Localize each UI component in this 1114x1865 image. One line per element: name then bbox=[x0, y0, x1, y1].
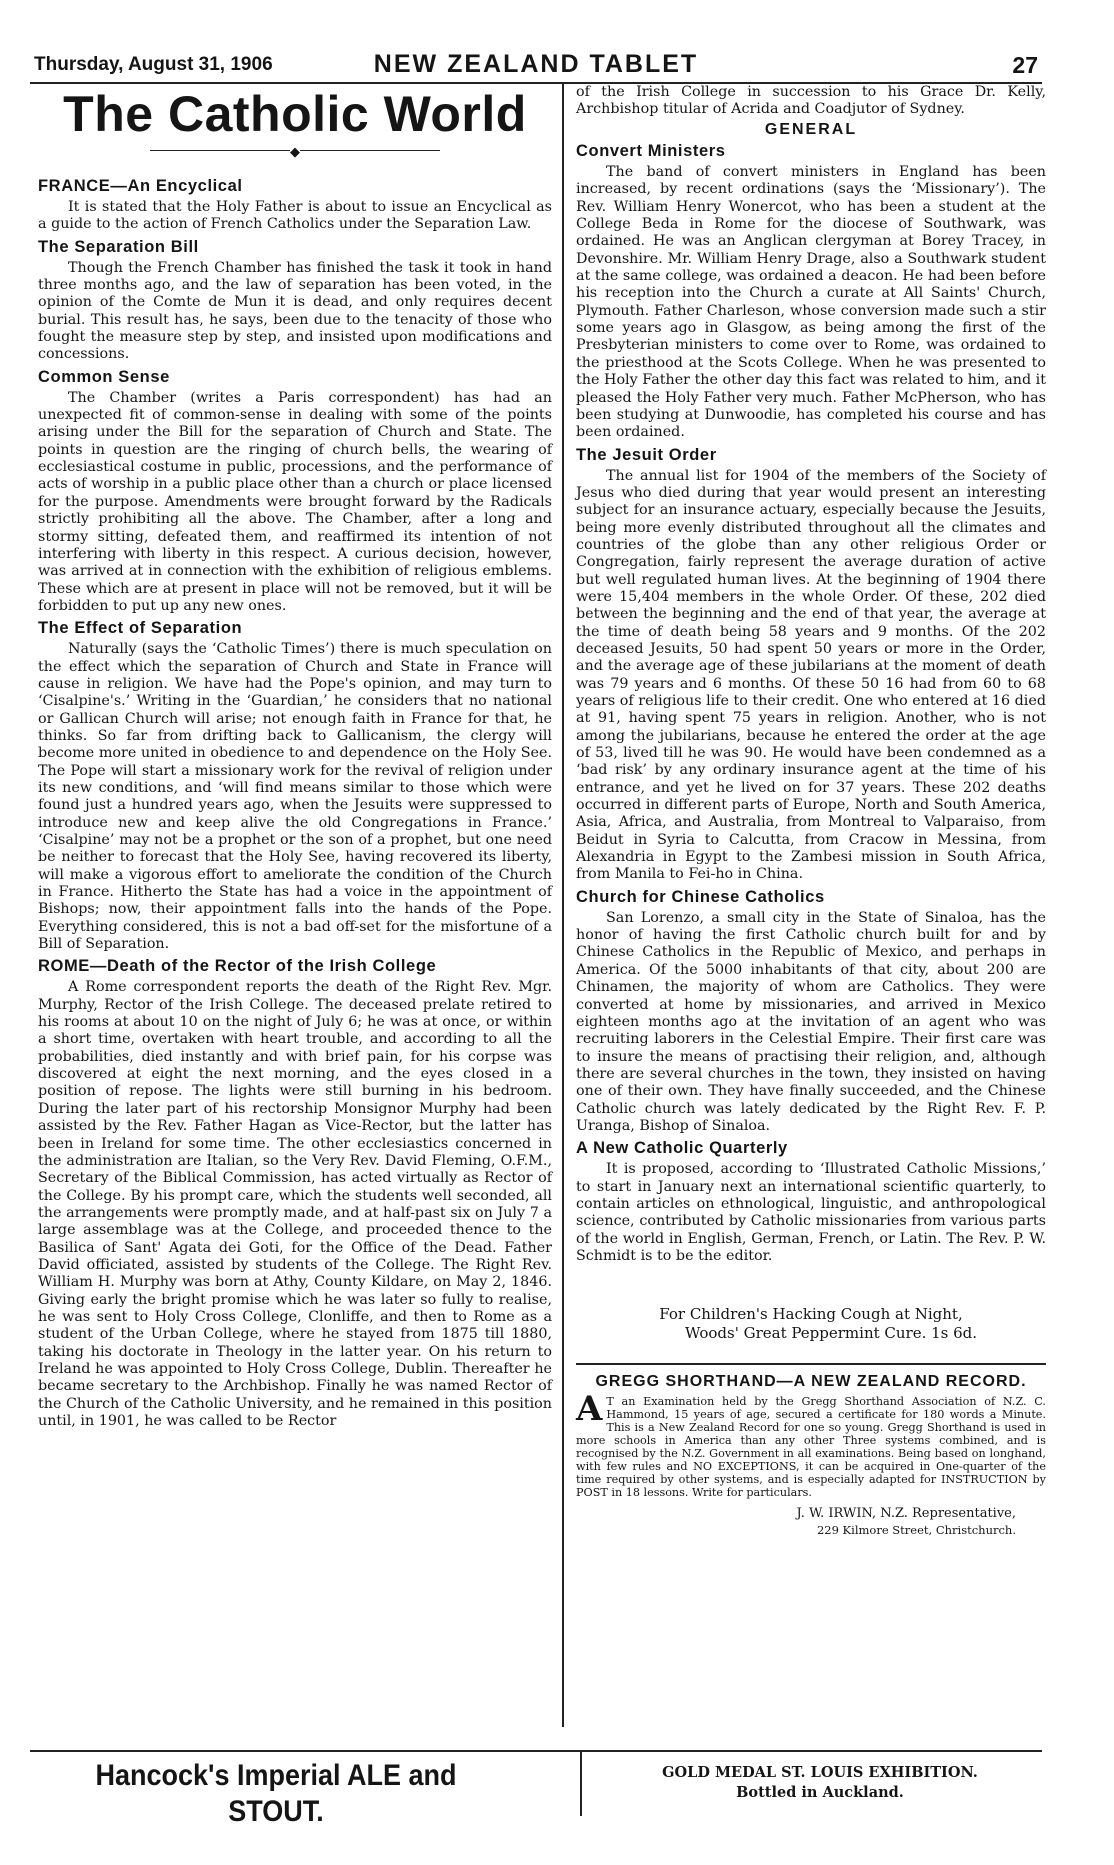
notice-line-2: Woods' Great Peppermint Cure. 1s 6d. bbox=[684, 1324, 978, 1343]
article-common-sense: The Chamber (writes a Paris correspondent) has had an unexpected fit of common-sense in dealing with some of the points arising under the Bill for the separation of Church and State. The points in question are the ringing of church bells, the wearing of ecclesiastical costume in public, processions, and the performance of acts of worship in a public place other than a church or place licensed for the purpose. Amendments were brought forward by the Radicals strictly prohibiting all the above. The Chamber, after a long and stormy sitting, defeated them, and reaffirmed its intention of not interfering with liberty in this respect. A curious decision, however, was arrived at in connection with the exhibition of religious emblems. These which are at present in place will not be removed, but it will be forbidden to put up any new ones. bbox=[38, 389, 552, 614]
footer-divider bbox=[580, 1752, 582, 1816]
article-catholic-quarterly: It is proposed, according to ‘Illustrated Catholic Missions,’ to start in January next an international scientific quarterly, to contain articles on ethnological, linguistic, and anthropological science, contributed by Catholic missionaries from various parts of the world in English, German, French, or Latin. The Rev. P. W. Schmidt is to be the editor. bbox=[576, 1161, 1046, 1264]
advert-body bbox=[576, 1388, 1046, 1499]
right-column bbox=[576, 84, 1046, 1539]
advert-title: GREGG SHORTHAND—A NEW ZEALAND RECORD. bbox=[595, 1373, 1027, 1391]
article-rome-continued: of the Irish College in succession to his Grace Dr. Kelly, Archbishop titular of Acrida and Coadjutor of Sydney. bbox=[576, 84, 1046, 118]
notice-line-1: For Children's Hacking Cough at Night, bbox=[659, 1305, 963, 1324]
gold-medal-advert bbox=[600, 1763, 1040, 1803]
hancocks-advert: Hancock's Imperial ALE and STOUT. bbox=[95, 1759, 457, 1828]
heading-rome: ROME—Death of the Rector of the Irish College bbox=[38, 957, 437, 976]
advert-dropcap: A bbox=[576, 1388, 603, 1429]
gold-medal-line-2: Bottled in Auckland. bbox=[736, 1784, 904, 1801]
paper-name: NEW ZEALAND TABLET bbox=[373, 50, 699, 78]
article-chinese-catholics: San Lorenzo, a small city in the State of Sinaloa, has the honor of having the first Catholic church built for and by Chinese Catholics in the Republic of Mexico, and perhaps in America. Of the 5000 inhabitants of that city, about 200 are Chinamen, the majority of whom are Catholics. They were converted at home by missionaries, and arrived in Mexico eighteen months ago at the invitation of an agent who was recruiting laborers in the Celestial Empire. Their first care was to insure the means of practising their religion, and, although there are several churches in the town, they insisted on having one of their own. They have finally succeeded, and the Chinese Catholic church was lately dedicated by the Right Rev. F. P. Uranga, Bishop of Sinaloa. bbox=[576, 909, 1046, 1134]
page-title: The Catholic World bbox=[63, 86, 527, 142]
advert-separator bbox=[576, 1363, 1046, 1365]
footer-rule bbox=[30, 1750, 1042, 1752]
article-effect-of-separation: Naturally (says the ‘Catholic Times’) there is much speculation on the effect which the separation of Church and State in France will cause in religion. We have had the Pope's opinion, and may turn to ‘Cisalpine's.’ Writing in the ‘Guardian,’ he considers that no national or Gallican Church will arise; not enough faith in France for that, he thinks. So far from drifting back to Gallicanism, the clergy will become more united in obedience to and dependence on the Holy See. The Pope will start a missionary work for the revival of religion under its new conditions, and ‘will find means similar to those which were found just a hundred years ago, when the Jesuits were suppressed to introduce new and keep alive the old Congregations in France.’ ‘Cisalpine’ may not be a prophet or the son of a prophet, but one need be neither to forecast that the Holy See, having recovered its liberty, will make a vigorous effort to ameliorate the condition of the Church in France. Hitherto the State has had a voice in the appointment of Bishops; now, their appointment falls into the hands of the Pope. Everything considered, this is not a bad off-set for the misfortune of a Bill of Separation. bbox=[38, 641, 552, 953]
article-convert-ministers: The band of convert ministers in England has been increased, by recent ordinations (says the ‘Missionary’). The Rev. William Henry Wonercot, who has been a student at the College Beda in Rome for the diocese of Southwark, was ordained. He was an Anglican clergyman at Borey Tracey, in Devonshire. Mr. William Henry Drage, also a Southwark student at the same college, was ordained a deacon. He had been before his reception into the Church a curate at All Saints' Church, Plymouth. Father Charleson, whose conversion made such a stir some years ago in Glasgow, as being among the first of the Presbyterian ministers to come over to Rome, was ordained to the priesthood at the Scots College. When he was presented to the Holy Father the other day this fact was related to him, and it pleased the Holy Father very much. Father McPherson, who has been studying at Dunwoodie, has completed his course and has been ordained. bbox=[576, 164, 1046, 441]
advert-text: T an Examination held by the Gregg Shorthand Association of N.Z. C. Hammond, 15 years of age, secured a certificate for 180 words a Minute. This is a New Zealand Record for one so young. Gregg Shorthand is used in more schools in America than any other Three systems combined, and is recognised by the N.Z. Government in all examinations. Being based on longhand, with few rules and NO EXCEPTIONS, it can be acquired in One-quarter of the time required by other systems, and is especially adapted for INSTRUCTION by POST in 18 lessons. Write for particulars. bbox=[576, 1394, 1046, 1499]
heading-convert-ministers: Convert Ministers bbox=[576, 142, 726, 161]
section-general: GENERAL bbox=[764, 120, 858, 138]
heading-jesuit-order: The Jesuit Order bbox=[576, 445, 717, 464]
heading-common-sense: Common Sense bbox=[38, 367, 170, 386]
column-rule bbox=[562, 84, 564, 1727]
gold-medal-line-1: GOLD MEDAL ST. LOUIS EXHIBITION. bbox=[662, 1764, 978, 1781]
issue-date: Thursday, August 31, 1906 bbox=[34, 54, 273, 75]
heading-chinese-catholics: Church for Chinese Catholics bbox=[576, 887, 825, 906]
heading-france: FRANCE—An Encyclical bbox=[38, 177, 243, 195]
advert-address: 229 Kilmore Street, Christchurch. bbox=[816, 1523, 1016, 1537]
heading-catholic-quarterly: A New Catholic Quarterly bbox=[576, 1139, 788, 1158]
cough-cure-notice bbox=[576, 1305, 1046, 1343]
heading-separation-bill: The Separation Bill bbox=[38, 237, 199, 256]
advert-signature: J. W. IRWIN, N.Z. Representative, bbox=[796, 1505, 1016, 1521]
gregg-shorthand-advert bbox=[576, 1373, 1046, 1539]
article-jesuit-order: The annual list for 1904 of the members of the Society of Jesus who died during that year would present an interesting subject for an insurance actuary, especially because the Jesuits, being more evenly distributed throughout all the climates and countries of the globe than any other religious Order or Congregation, fairly represent the average duration of active but well regulated human lives. At the beginning of 1904 there were 15,404 members in the whole Order. Of these, 202 died between the beginning and the end of that year, the average at the time of death being 58 years and 9 months. Of the 202 deceased Jesuits, 50 had spent 50 years or more in the Order, and the average age of these jubilarians at the moment of death was 79 years and 6 months. Of these 50 16 had from 60 to 68 years of religious life to their credit. One who entered at 16 died at 91, having spent 75 years in religion. Another, who is not among the jubilarians, because he entered the order at the age of 53, lived till he was 90. He would have been condemned as a ‘bad risk’ by any ordinary insurance agent at the time of his entrance, and yet he lived on for 37 years. These 202 deaths occurred in different parts of Europe, North and South America, Asia, Africa, and Australia, from Montreal to Valparaiso, from Beidut in Syria to Calcutta, from Cracow in Messina, from Alexandria in Egypt to the Zambesi mission in South Africa, from Manila to Fei-ho in China. bbox=[576, 467, 1046, 883]
page-number: 27 bbox=[1012, 52, 1038, 78]
left-column bbox=[38, 84, 552, 1430]
article-separation-bill: Though the French Chamber has finished the task it took in hand three months ago, and the law of separation has been voted, in the opinion of the Comte de Mun it is dead, and only requires decent burial. This result has, he says, been due to the tenacity of those who fought the measure step by step, and insisted upon modifications and concessions. bbox=[38, 259, 552, 363]
heading-effect-of-separation: The Effect of Separation bbox=[38, 619, 243, 638]
article-encyclical: It is stated that the Holy Father is about to issue an Encyclical as a guide to the action of French Catholics under the Separation Law. bbox=[38, 199, 552, 233]
title-ornament: ◆ bbox=[38, 144, 552, 164]
masthead bbox=[30, 48, 1042, 84]
article-rome: A Rome correspondent reports the death of the Right Rev. Mgr. Murphy, Rector of the Irish College. The deceased prelate retired to his rooms at about 10 on the night of July 6; he was at once, or within a short time, overtaken with heart trouble, and according to all the probabilities, died instantly and with brief pain, for his corpse was discovered at eight the next morning, and the eyes closed in a position of repose. The lights were still burning in his bedroom. During the later part of his rectorship Monsignor Murphy had been assisted by the Rev. Father Hagan as Vice-Rector, but the latter has been in Ireland for some time. The other ecclesiastics concerned in the administration are Italian, so the Very Rev. David Fleming, O.F.M., Secretary of the Biblical Commission, has acted virtually as Rector of the College. By his prompt care, which the students well seconded, all the arrangements were promptly made, and at half-past six on July 7 a large assemblage was at the College, and proceeded thence to the Basilica of Sant' Agata dei Goti, for the Office of the Dead. Father David officiated, assisted by students of the College. The Right Rev. William H. Murphy was born at Athy, County Kildare, on May 2, 1846. Giving early the bright promise which he was later so fully to realise, he was sent to Holy Cross College, Clonliffe, and then to Rome as a student of the Urban College, where he stayed from 1875 till 1880, taking his doctorate in Theology in the latter year. On his return to Ireland he was appointed to Holy Cross College, Dublin. Thereafter he became secretary to the Archbishop. Finally he was named Rector of the Church of the Catholic University, and he remained in this position until, in 1901, he was called to be Rector bbox=[38, 979, 552, 1429]
